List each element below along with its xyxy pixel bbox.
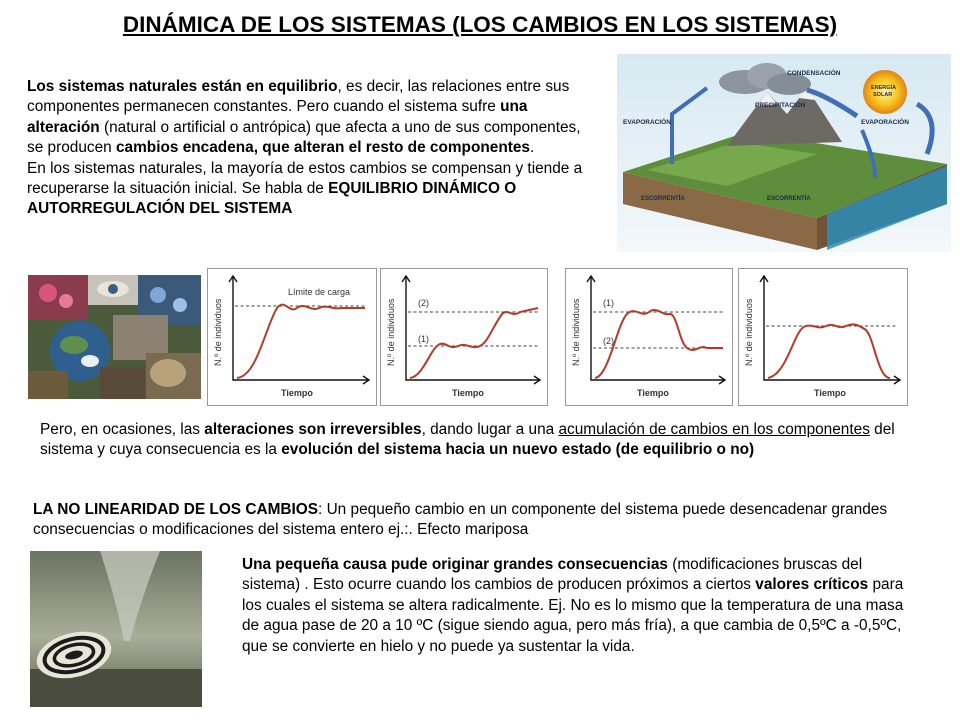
- accumulation-of-changes: acumulación de cambios en los componentes: [558, 421, 870, 438]
- water-cycle-illustration: [617, 54, 951, 252]
- page-title: DINÁMICA DE LOS SISTEMAS (LOS CAMBIOS EN LOS SISTEMAS): [122, 12, 838, 37]
- graph2-label-2: (2): [418, 298, 429, 308]
- graph2-label-1: (1): [418, 334, 429, 344]
- x-axis-label: Tiempo: [637, 388, 669, 398]
- intro-chain-changes: cambios encadena, que alteran el resto de componentes: [116, 139, 530, 157]
- label-evaporacion-right: EVAPORACIÓN: [861, 119, 909, 126]
- population-graph-3: [565, 268, 733, 406]
- x-axis-label: Tiempo: [814, 388, 846, 398]
- graph3-label-1: (1): [603, 298, 614, 308]
- irreversible-changes-paragraph: Pero, en ocasiones, las alteraciones son irreversibles, dando lugar a una acumulación de cambios en los componentes del sistema y cuya consecuencia es la evolución del sistema hacia un nuevo estado (de equilibrio o no): [40, 421, 895, 459]
- limit-label: Límite de carga: [288, 287, 351, 297]
- system-evolution: evolución del sistema hacia un nuevo estado (de equilibrio o no): [281, 441, 755, 459]
- y-axis-label: N.º de individuos: [386, 298, 396, 366]
- nature-collage: [28, 275, 201, 399]
- label-energia: ENERGÍA: [871, 85, 897, 91]
- y-axis-label: N.º de individuos: [213, 298, 223, 366]
- label-escorrentia-left: ESCORRENTÍA: [641, 196, 685, 202]
- intro-paragraph: Los sistemas naturales están en equilibrio, es decir, las relaciones entre sus componentes permanecen constantes. Pero cuando el sistema sufre una alteración (natural o artificial o antrópica) que afecta a uno de sus componentes, se producen cambios encadena, que alteran el resto de componentes. En los sistemas naturales, la mayoría de estos cambios se compensan y tiende a recuperarse la situación inicial. Se habla de EQUILIBRIO DINÁMICO O AUTORREGULACIÓN DEL SISTEMA: [27, 78, 583, 218]
- label-precipitacion: PRECIPITACIÓN: [755, 102, 806, 109]
- non-linearity-heading: LA NO LINEARIDAD DE LOS CAMBIOS: [33, 501, 319, 518]
- label-condensacion: CONDENSACIÓN: [787, 70, 841, 77]
- label-solar: SOLAR: [873, 92, 893, 98]
- intro-alteration: una alteración: [27, 98, 528, 136]
- y-axis-label: N.º de individuos: [744, 298, 754, 366]
- x-axis-label: Tiempo: [281, 388, 313, 398]
- irreversible-alterations: alteraciones son irreversibles: [204, 421, 422, 438]
- non-linearity-paragraph: LA NO LINEARIDAD DE LOS CAMBIOS: Un pequeño cambio en un componente del sistema puede desencadenar grandes consecuencias o modificaciones del sistema entero ej.:. Efecto mariposa: [33, 501, 888, 539]
- label-escorrentia-right: ESCORRENTÍA: [767, 196, 811, 202]
- population-graph-2: [380, 268, 548, 406]
- critical-values-paragraph: Una pequeña causa pude originar grandes consecuencias (modificaciones bruscas del sistema) . Esto ocurre cuando los cambios de producen próximos a ciertos valores críticos para los cuales el sistema se altera radicalmente. Ej. No es lo mismo que la temperatura de una masa de agua pase de 20 a 10 ºC (sigue siendo agua, pero más fría), a que cambia de 0,5ºC a -0,5ºC, que se convierte en hielo y no puede ya sustentar la vida.: [242, 556, 904, 655]
- butterfly-tornado-image: [30, 551, 202, 707]
- intro-equilibrium-statement: Los sistemas naturales están en equilibrio: [27, 78, 338, 95]
- label-evaporacion-left: EVAPORACIÓN: [623, 119, 671, 126]
- y-axis-label: N.º de individuos: [571, 298, 581, 366]
- population-graph-1: [207, 268, 377, 406]
- graph3-label-2: (2): [603, 336, 614, 346]
- small-cause-statement: Una pequeña causa pude originar grandes consecuencias: [242, 556, 668, 573]
- intro-second-sentence: En los sistemas naturales, la mayoría de estos cambios se compensan y tiende a recuperarse la situación inicial. Se habla de: [27, 159, 583, 198]
- population-graph-4: [738, 268, 908, 406]
- x-axis-label: Tiempo: [452, 388, 484, 398]
- intro-dynamic-equilibrium: EQUILIBRIO DINÁMICO O AUTORREGULACIÓN DEL SISTEMA: [27, 180, 517, 218]
- critical-values: valores críticos: [755, 576, 869, 594]
